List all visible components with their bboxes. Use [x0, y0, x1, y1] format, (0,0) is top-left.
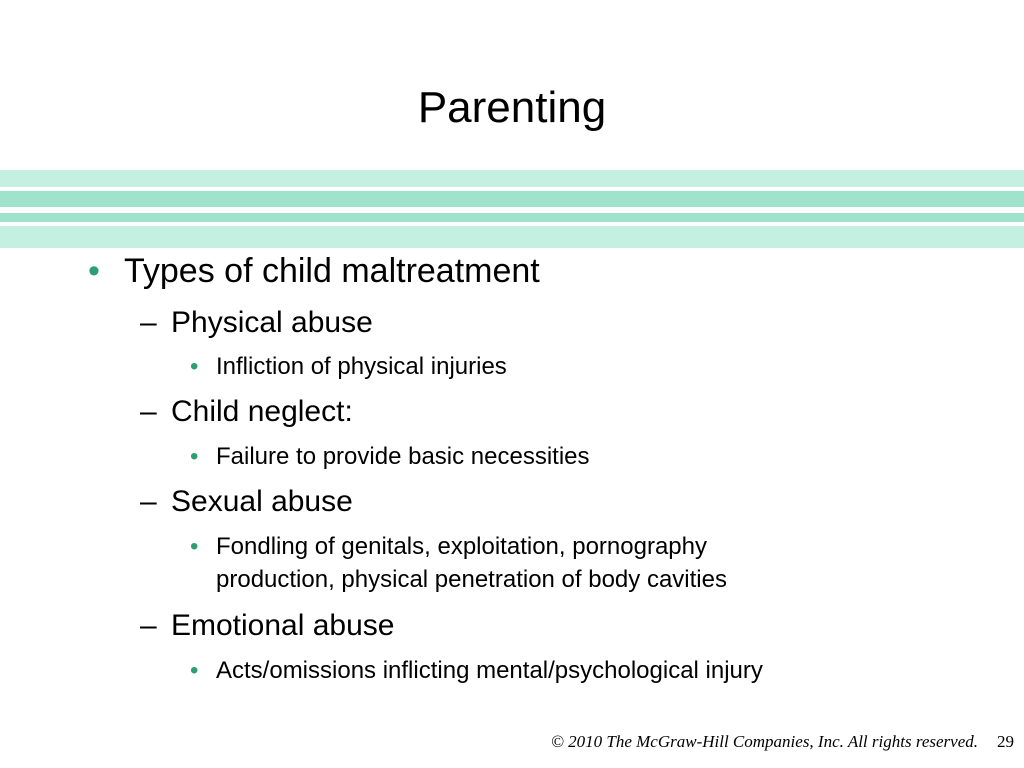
- bullet-marker: •: [190, 533, 199, 560]
- subbullet-sexual-abuse: Sexual abuse: [171, 485, 353, 518]
- subbullet-physical-abuse: Physical abuse: [171, 306, 373, 339]
- bullet-marker: •: [190, 657, 199, 684]
- copyright-footer: © 2010 The McGraw-Hill Companies, Inc. All rights reserved.: [550, 732, 978, 751]
- bullet-main: Types of child maltreatment: [124, 252, 540, 290]
- detail-sexual-abuse-line2: production, physical penetration of body cavities: [216, 566, 727, 593]
- detail-sexual-abuse-line1: Fondling of genitals, exploitation, pornography: [216, 533, 707, 560]
- detail-child-neglect: Failure to provide basic necessities: [216, 443, 590, 470]
- dash-marker: –: [140, 306, 157, 339]
- detail-physical-abuse: Infliction of physical injuries: [216, 353, 507, 380]
- slide-title: Parenting: [417, 83, 607, 132]
- dash-marker: –: [140, 609, 157, 642]
- subbullet-emotional-abuse: Emotional abuse: [171, 609, 395, 642]
- bullet-marker: •: [88, 252, 100, 290]
- bullet-marker: •: [190, 353, 199, 380]
- dash-marker: –: [140, 395, 157, 428]
- detail-emotional-abuse: Acts/omissions inflicting mental/psychological injury: [216, 657, 763, 684]
- bullet-marker: •: [190, 443, 199, 470]
- dash-marker: –: [140, 485, 157, 518]
- subbullet-child-neglect: Child neglect:: [171, 395, 353, 428]
- page-number: 29: [997, 732, 1014, 751]
